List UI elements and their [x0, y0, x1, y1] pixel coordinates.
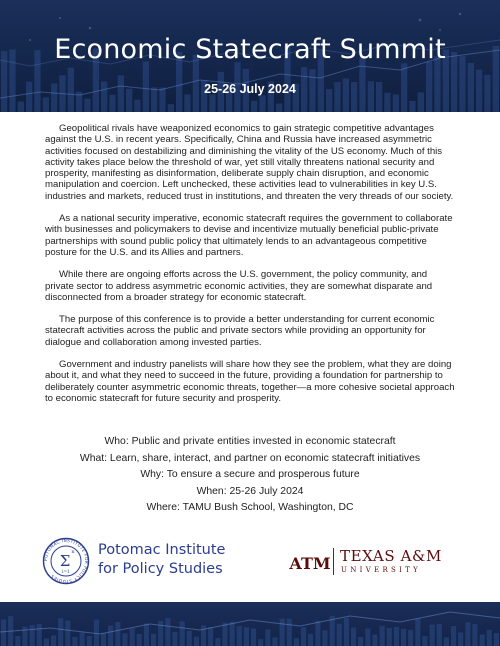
description-body — [45, 123, 457, 415]
detail-what: What: Learn, share, interact, and partner on economic statecraft initiatives — [79, 452, 421, 464]
potomac-institute-logo — [42, 537, 252, 587]
paragraph-ongoing-efforts: While there are ongoing efforts across the U.S. government, the policy community, and private sector to address asymmetric economic activities, they are somewhat disparate and disconnected from a broader strategy for economic statecraft. — [45, 269, 433, 303]
tamu-name: TEXAS A&M — [340, 547, 442, 565]
texas-am-logo — [289, 546, 473, 578]
summit-dates: 25-26 July 2024 — [204, 82, 296, 96]
svg-text:POTOMAC INSTITUTE FOR POLICY S: POTOMAC INSTITUTE FOR POLICY STUDIES — [42, 537, 90, 585]
svg-text:ATM: ATM — [289, 554, 331, 573]
detail-why: Why: To ensure a secure and prosperous future — [140, 469, 360, 481]
paragraph-geopolitical-rivals: Geopolitical rivals have weaponized economics to gain strategic competitive advantages against the U.S. in recent years. Specifically, China and Russia have increased asymmetric activities focused on destabilizing and diminishing the vitality of the US economy. Much of this activity takes place below the threshold of war, yet still vitally threatens national security and prosperity, manifesting as disinformation, deliberate supply chain disruption, and economic manipulation and coercion. Left unchecked, these activities lead to vulnerabilities in key U.S. industries and markets, reduced trust in institutions, and threaten the very threads of our society. — [45, 123, 454, 202]
svg-text:Σ: Σ — [59, 552, 71, 570]
detail-where: Where: TAMU Bush School, Washington, DC — [146, 502, 354, 514]
summit-title: Economic Statecraft Summit — [54, 34, 446, 65]
svg-text:i=1: i=1 — [61, 570, 71, 575]
potomac-name-line2: for Policy Studies — [98, 561, 223, 577]
footer-background-graphic — [0, 602, 500, 646]
paragraph-panelists: Government and industry panelists will share how they see the problem, what they are doing about it, and what they need to succeed in the future, providing a foundation for partnership to deliberately counter asymmetric economic threats, together—a more cohesive societal approach to economic statecraft for future security and prosperity. — [45, 359, 455, 404]
header-banner — [0, 0, 500, 112]
tamu-divider — [333, 548, 334, 575]
svg-text:n: n — [71, 549, 75, 555]
atm-monogram-icon — [289, 546, 331, 576]
detail-who: Who: Public and private entities invested in economic statecraft — [104, 436, 396, 447]
potomac-name-line1: Potomac Institute — [98, 542, 226, 558]
paragraph-national-security: As a national security imperative, economic statecraft requires the government to collaborate with businesses and policymakers to devise and incentivize mutually beneficial public-private partnerships with sound public policy that ultimately lends to an advantageous competitive posture for the U.S. and its Allies and partners. — [45, 213, 453, 258]
event-details — [0, 434, 500, 517]
potomac-wordmark — [98, 541, 225, 579]
footer-banner — [0, 602, 500, 646]
detail-when: When: 25-26 July 2024 — [196, 485, 304, 497]
potomac-seal-icon — [42, 537, 90, 585]
paragraph-conference-purpose: The purpose of this conference is to provide a better understanding for current economic statecraft activities across the public and private sectors while providing an opportunity for dialogue and collaboration among invested parties. — [45, 314, 435, 348]
tamu-university-label: UNIVERSITY — [341, 566, 422, 574]
